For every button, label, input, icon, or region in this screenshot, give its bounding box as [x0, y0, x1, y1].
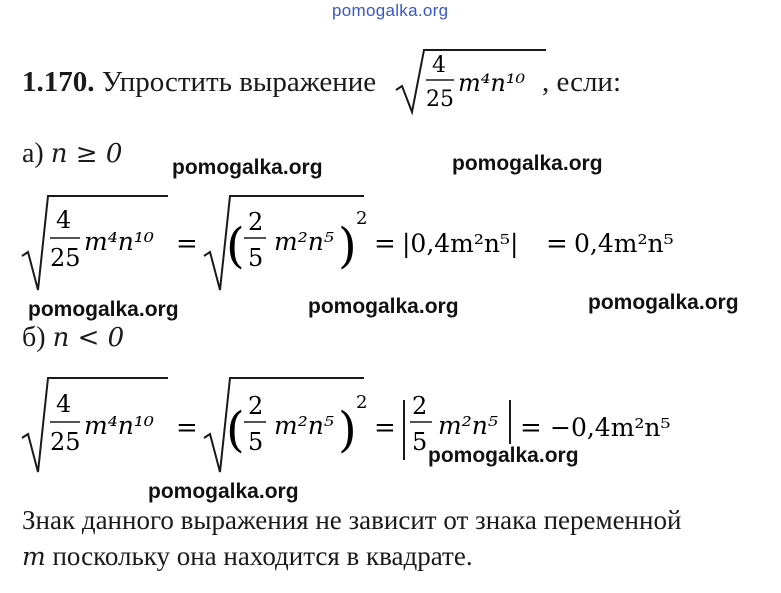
lhs-variables: m⁴n¹⁰ — [84, 227, 154, 256]
mid-variables: m²n⁵ — [274, 227, 334, 256]
mid-power: 2 — [356, 208, 368, 229]
radicand-variables: m⁴n¹⁰ — [458, 69, 526, 97]
problem-statement — [22, 66, 376, 99]
equals-sign: = — [546, 229, 568, 259]
case-a-result: 0,4m²n⁵ — [574, 229, 674, 258]
right-paren: ) — [338, 402, 357, 458]
abs-expression: |0,4m²n⁵| — [402, 229, 519, 258]
equals-sign: = — [176, 413, 198, 443]
case-a-condition: n ≥ 0 — [50, 139, 123, 169]
left-paren: ( — [226, 402, 245, 458]
watermark[interactable]: pomogalka.org — [308, 295, 459, 318]
site-watermark-top[interactable]: pomogalka.org — [332, 1, 449, 20]
case-a-label: а) — [22, 138, 44, 169]
conclusion-text: поскольку она находится в квадрате. — [45, 541, 473, 571]
watermark[interactable]: pomogalka.org — [452, 152, 603, 175]
conclusion-variable: m — [22, 542, 46, 571]
mid-numerator: 2 — [248, 392, 264, 420]
case-a-header — [22, 138, 122, 170]
case-b-label: б) — [22, 322, 46, 353]
radicand-numerator: 4 — [432, 53, 446, 78]
abs-denominator: 5 — [412, 428, 428, 456]
watermark[interactable]: pomogalka.org — [428, 444, 579, 467]
lhs-numerator: 4 — [56, 206, 72, 234]
watermark[interactable]: pomogalka.org — [148, 480, 299, 503]
mid-numerator: 2 — [248, 208, 264, 236]
lhs-numerator: 4 — [56, 390, 72, 418]
problem-radical — [392, 44, 552, 116]
conclusion-line-2 — [22, 541, 473, 572]
mid-variables: m²n⁵ — [274, 411, 334, 440]
conclusion-line-1: Знак данного выражения не зависит от знака переменной — [22, 505, 682, 535]
left-paren: ( — [226, 218, 245, 274]
watermark[interactable]: pomogalka.org — [28, 298, 179, 321]
equals-sign: = — [374, 413, 396, 443]
lhs-variables: m⁴n¹⁰ — [84, 411, 154, 440]
equals-sign: = — [176, 229, 198, 259]
watermark[interactable]: pomogalka.org — [588, 291, 739, 314]
abs-numerator: 2 — [412, 392, 428, 420]
case-b-condition: n < 0 — [52, 323, 125, 353]
problem-suffix: , если: — [542, 66, 622, 98]
lhs-denominator: 25 — [50, 244, 81, 272]
mid-denominator: 5 — [248, 244, 264, 272]
case-b-header — [22, 322, 124, 354]
right-paren: ) — [338, 218, 357, 274]
abs-variables: m²n⁵ — [438, 411, 498, 440]
mid-denominator: 5 — [248, 428, 264, 456]
lhs-denominator: 25 — [50, 428, 81, 456]
mid-power: 2 — [356, 392, 368, 413]
case-b-equation — [18, 372, 738, 482]
equals-sign: = — [520, 413, 542, 443]
case-a-equation — [18, 190, 738, 300]
radicand-denominator: 25 — [426, 87, 454, 112]
problem-number: 1.170. — [22, 66, 95, 98]
case-b-result: −0,4m²n⁵ — [550, 413, 671, 442]
problem-text: Упростить выражение — [101, 66, 377, 98]
watermark[interactable]: pomogalka.org — [172, 156, 323, 179]
equals-sign: = — [374, 229, 396, 259]
